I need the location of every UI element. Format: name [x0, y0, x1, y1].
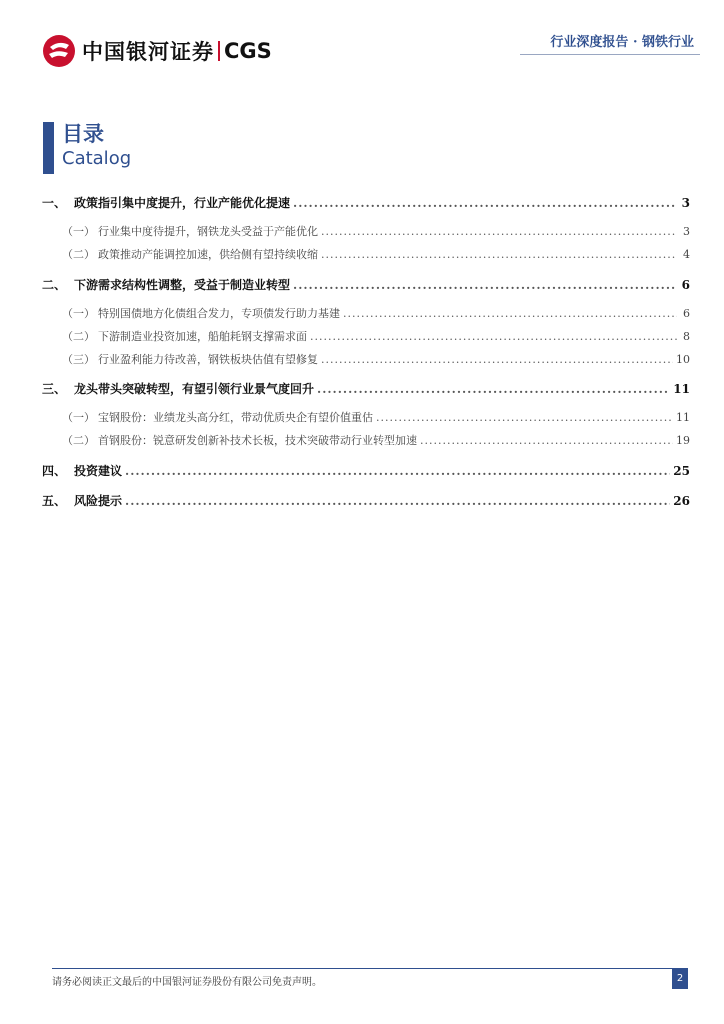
- toc-entry-title: 下游制造业投资加速，船舶耗钢支撑需求面: [98, 330, 307, 343]
- page-header: [0, 0, 724, 80]
- toc-page-number: 26: [673, 494, 690, 508]
- cgs-logo-icon: [42, 34, 76, 68]
- toc-page-number: 19: [676, 434, 690, 447]
- toc-entry-title: 政策指引集中度提升，行业产能优化提速: [74, 196, 291, 210]
- toc-page-number: 25: [673, 464, 690, 478]
- toc-entry-title: 龙头带头突破转型，有望引领行业景气度回升: [74, 382, 315, 396]
- footer-disclaimer: 请务必阅读正文最后的中国银河证券股份有限公司免责声明。: [52, 977, 322, 988]
- toc-page-number: 11: [676, 411, 690, 424]
- toc-page-number: 4: [683, 248, 690, 261]
- toc-leader-dots: [321, 248, 677, 261]
- toc-leader-dots: [420, 434, 673, 447]
- toc-entry[interactable]: 四、 投资建议 ..... 25: [42, 462, 690, 479]
- toc-entry[interactable]: （一） 特别国债地方化债组合发力，专项债发行助力基建 ..... 6: [42, 305, 690, 321]
- toc-page-number: 6: [683, 307, 690, 320]
- toc-leader-dots: [343, 307, 677, 320]
- toc-entry[interactable]: （二） 首钢股份：锐意研发创新补技术长板，技术突破带动行业转型加速 ..... 19: [42, 432, 690, 448]
- toc-entry-title: 首钢股份：锐意研发创新补技术长板，技术突破带动行业转型加速: [98, 434, 417, 447]
- toc-entry[interactable]: 三、 龙头带头突破转型，有望引领行业景气度回升 ..... 11: [42, 380, 690, 397]
- toc-leader-dots: [125, 494, 670, 508]
- toc-entry-title: 投资建议: [74, 464, 123, 478]
- toc-entry-title: 宝钢股份：业绩龙头高分红，带动优质央企有望价值重估: [98, 411, 373, 424]
- toc-entry[interactable]: （一） 行业集中度待提升，钢铁龙头受益于产能优化 ..... 3: [42, 223, 690, 239]
- toc-leader-dots: [293, 196, 677, 210]
- toc-leader-dots: [310, 330, 677, 343]
- toc-leader-dots: [317, 382, 670, 396]
- toc-entry[interactable]: （二） 政策推动产能调控加速，供给侧有望持续收缩 ..... 4: [42, 246, 690, 262]
- toc-entry-title: 行业盈利能力待改善，钢铁板块估值有望修复: [98, 353, 318, 366]
- toc-entry[interactable]: （三） 行业盈利能力待改善，钢铁板块估值有望修复 ..... 10: [42, 351, 690, 367]
- toc-page-number: 3: [683, 225, 690, 238]
- page-title-cn: 目录: [62, 121, 104, 146]
- toc-entry[interactable]: 二、 下游需求结构性调整，受益于制造业转型 ..... 6: [42, 276, 690, 293]
- toc-leader-dots: [321, 353, 673, 366]
- toc-page-number: 8: [683, 330, 690, 343]
- page-number-badge: 2: [672, 969, 688, 989]
- toc-entry[interactable]: 一、 政策指引集中度提升，行业产能优化提速 ..... 3: [42, 194, 690, 211]
- toc-page-number: 11: [673, 382, 690, 396]
- toc-entry-title: 政策推动产能调控加速，供给侧有望持续收缩: [98, 248, 318, 261]
- header-divider: [520, 54, 700, 55]
- toc-leader-dots: [293, 278, 677, 292]
- report-category: 行业深度报告 · 钢铁行业: [550, 35, 694, 50]
- toc-entry[interactable]: 五、 风险提示 ..... 26: [42, 492, 690, 509]
- toc-leader-dots: [125, 464, 670, 478]
- logo-separator: [218, 41, 220, 61]
- logo-chinese-name: 中国银河证券: [82, 40, 214, 64]
- toc-page-number: 3: [681, 196, 690, 210]
- title-accent-bar: [43, 122, 54, 174]
- toc-page-number: 10: [676, 353, 690, 366]
- page-title-en: Catalog: [62, 148, 132, 169]
- logo-english-name: CGS: [224, 39, 272, 63]
- toc-entry-title: 下游需求结构性调整，受益于制造业转型: [74, 278, 291, 292]
- toc-page-number: 6: [681, 278, 690, 292]
- toc-leader-dots: [321, 225, 677, 238]
- toc-entry-title: 风险提示: [74, 494, 123, 508]
- toc-entry-title: 行业集中度待提升，钢铁龙头受益于产能优化: [98, 225, 318, 238]
- toc-entry-title: 特别国债地方化债组合发力，专项债发行助力基建: [98, 307, 340, 320]
- footer-divider: [52, 968, 688, 969]
- toc-entry[interactable]: （二） 下游制造业投资加速，船舶耗钢支撑需求面 ..... 8: [42, 328, 690, 344]
- company-logo: [42, 34, 272, 68]
- toc-entry[interactable]: （一） 宝钢股份：业绩龙头高分红，带动优质央企有望价值重估 ..... 11: [42, 409, 690, 425]
- toc-leader-dots: [376, 411, 673, 424]
